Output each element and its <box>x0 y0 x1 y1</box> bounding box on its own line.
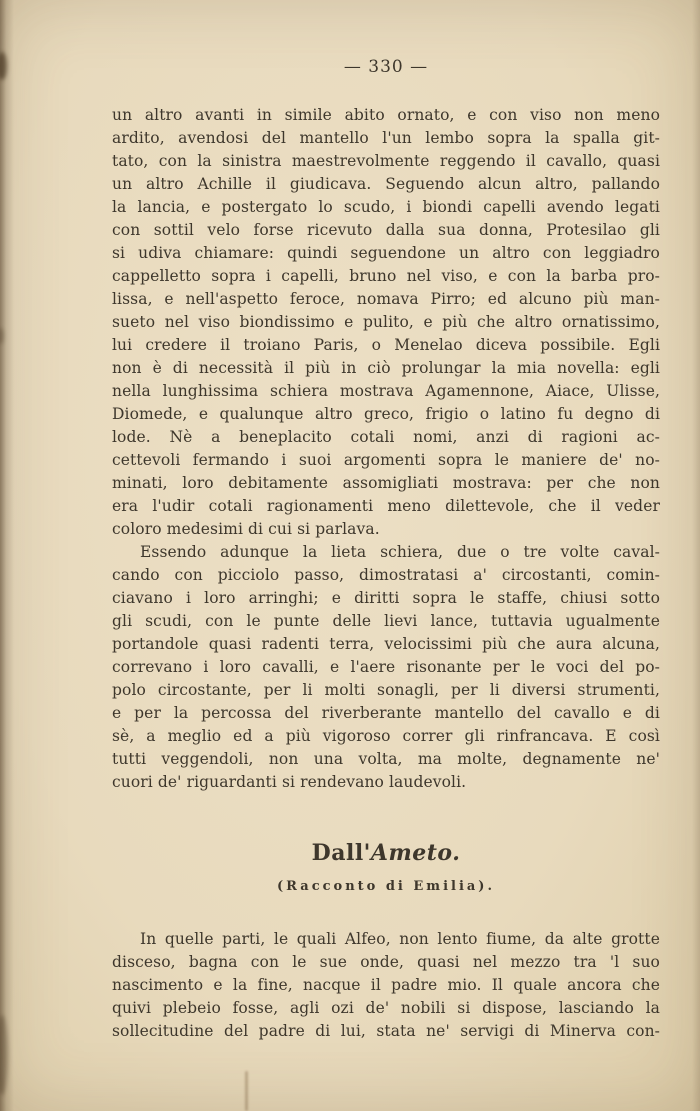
text-line: portandole quasi radenti terra, velocissimi più che aura alcuna, <box>112 635 660 653</box>
text-line: ardito, avendosi del mantello l'un lembo sopra la spalla git- <box>112 129 660 147</box>
scan-gutter-shadow <box>0 0 14 1111</box>
text-line: correvano i loro cavalli, e l'aere risonante per le voci del po- <box>112 658 660 676</box>
text-line: tutti veggendoli, non una volta, ma molte, degnamente ne' <box>112 750 660 768</box>
text-line: In quelle parti, le quali Alfeo, non lento fiume, da alte grotte <box>140 930 660 948</box>
scan-edge-shadow <box>692 0 700 1111</box>
text-line: non è di necessità il più in ciò prolungar la mia novella: egli <box>112 359 660 377</box>
text-line: disceso, bagna con le sue onde, quasi nel mezzo tra 'l suo <box>112 953 660 971</box>
text-line: Essendo adunque la lieta schiera, due o tre volte caval- <box>140 543 660 561</box>
body-text <box>112 104 660 794</box>
text-line: lissa, e nell'aspetto feroce, nomava Pirro; ed alcuno più man- <box>112 290 660 308</box>
text-line: cappelletto sopra i capelli, bruno nel viso, e con la barba pro- <box>112 267 660 285</box>
scan-crease <box>245 1071 248 1111</box>
text-line: sueto nel viso biondissimo e pulito, e più che altro ornatissimo, <box>112 313 660 331</box>
text-line: ciavano i loro arringhi; e diritti sopra le staffe, chiusi sotto <box>112 589 660 607</box>
text-line: lui credere il troiano Paris, o Menelao diceva possibile. Egli <box>112 336 660 354</box>
text-line: con sottil velo forse ricevuto dalla sua donna, Protesilao gli <box>112 221 660 239</box>
text-line: gli scudi, con le punte delle lievi lance, tuttavia ugualmente <box>112 612 660 630</box>
text-line: Diomede, e qualunque altro greco, frigio o latino fu degno di <box>112 405 660 423</box>
page-number: — 330 — <box>343 57 429 77</box>
text-line: nella lunghissima schiera mostrava Agamennone, Aiace, Ulisse, <box>112 382 660 400</box>
heading-title-italic: Ameto. <box>370 840 461 866</box>
text-line: tato, con la sinistra maestrevolmente reggendo il cavallo, quasi <box>112 152 660 170</box>
text-line: e per la percossa del riverberante mantello del cavallo e di <box>112 704 660 722</box>
heading-prefix: Dall' <box>311 840 371 866</box>
text-line: cando con picciolo passo, dimostratasi a' circostanti, comin- <box>112 566 660 584</box>
section-subheading: (Racconto di Emilia). <box>277 879 495 894</box>
text-line: un altro avanti in simile abito ornato, e con viso non meno <box>112 106 660 124</box>
text-line: un altro Achille il giudicava. Seguendo alcun altro, pallando <box>112 175 660 193</box>
paragraph <box>112 928 660 1043</box>
text-line: polo circostante, per li molti sonagli, per li diversi strumenti, <box>112 681 660 699</box>
section-heading <box>112 840 660 866</box>
text-line: sollecitudine del padre di lui, stata ne' servigi di Minerva con- <box>112 1022 660 1040</box>
text-line: quivi plebeio fosse, agli ozi de' nobili si dispose, lasciando la <box>112 999 660 1017</box>
text-line: sè, a meglio ed a più vigoroso correr gli rinfrancava. E così <box>112 727 660 745</box>
text-line: minati, loro debitamente assomigliati mostrava: per che non <box>112 474 660 492</box>
text-line: coloro medesimi di cui si parlava. <box>112 520 380 538</box>
text-line: cuori de' riguardanti si rendevano laudevoli. <box>112 773 467 791</box>
paragraph <box>112 104 660 541</box>
text-line: era l'udir cotali ragionamenti meno dilettevole, che il veder <box>112 497 660 515</box>
text-line: si udiva chiamare: quindi seguendone un altro con leggiadro <box>112 244 660 262</box>
paragraph <box>112 541 660 794</box>
text-line: cettevoli fermando i suoi argomenti sopra le maniere de' no- <box>112 451 660 469</box>
text-line: nascimento e la fine, nacque il padre mio. Il quale ancora che <box>112 976 660 994</box>
text-line: lode. Nè a beneplacito cotali nomi, anzi di ragioni ac- <box>112 428 660 446</box>
text-line: la lancia, e postergato lo scudo, i biondi capelli avendo legati <box>112 198 660 216</box>
